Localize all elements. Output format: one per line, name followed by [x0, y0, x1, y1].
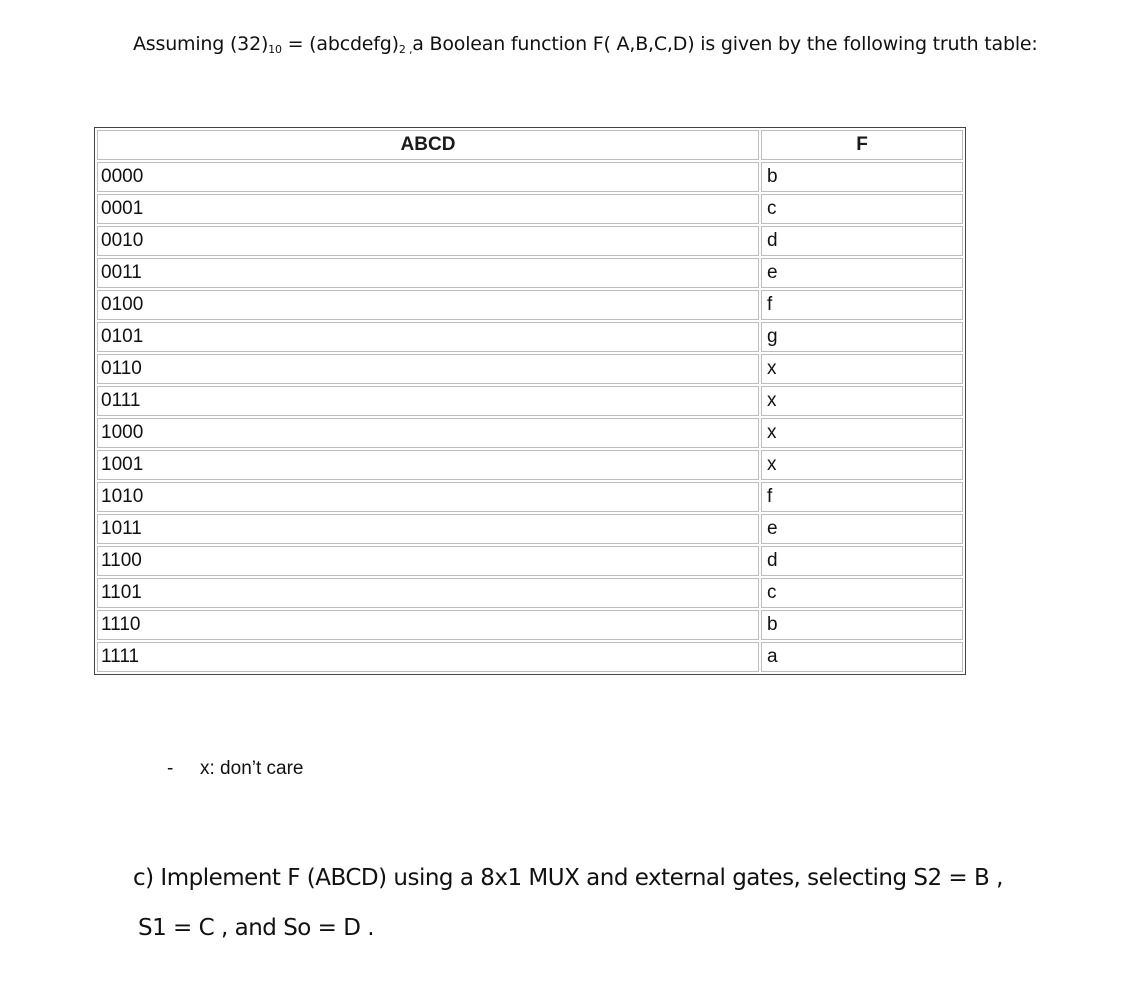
cell-abcd: 0111	[97, 386, 759, 416]
table-row	[97, 610, 963, 640]
cell-f: f	[761, 290, 963, 320]
cell-f: d	[761, 546, 963, 576]
intro-part3: a Boolean function F( A,B,C,D) is given by the following truth table:	[412, 33, 1038, 55]
part-c-question	[133, 853, 1003, 953]
cell-f: b	[761, 610, 963, 640]
table-row	[97, 482, 963, 512]
cell-f: x	[761, 418, 963, 448]
cell-f: e	[761, 258, 963, 288]
cell-abcd: 0010	[97, 226, 759, 256]
table-row	[97, 322, 963, 352]
intro-part2: = (abcdefg)	[281, 33, 399, 55]
cell-f: x	[761, 386, 963, 416]
table-row	[97, 354, 963, 384]
table-body	[97, 162, 963, 672]
cell-f: f	[761, 482, 963, 512]
part-c-line2: S1 = C , and So = D .	[138, 915, 375, 941]
problem-intro	[133, 33, 1038, 56]
cell-abcd: 0011	[97, 258, 759, 288]
cell-abcd: 0100	[97, 290, 759, 320]
cell-abcd: 0000	[97, 162, 759, 192]
cell-abcd: 1001	[97, 450, 759, 480]
cell-abcd: 0001	[97, 194, 759, 224]
table-row	[97, 514, 963, 544]
intro-sub2: 2 ,	[398, 43, 413, 56]
table-row	[97, 258, 963, 288]
table-row	[97, 226, 963, 256]
table-header-row	[97, 130, 963, 160]
table-row	[97, 546, 963, 576]
header-abcd: ABCD	[97, 130, 759, 160]
cell-f: c	[761, 194, 963, 224]
table-row	[97, 642, 963, 672]
cell-f: x	[761, 450, 963, 480]
cell-f: c	[761, 578, 963, 608]
header-f: F	[761, 130, 963, 160]
cell-f: d	[761, 226, 963, 256]
cell-abcd: 1110	[97, 610, 759, 640]
table-row	[97, 194, 963, 224]
cell-abcd: 1101	[97, 578, 759, 608]
cell-abcd: 1111	[97, 642, 759, 672]
table-row	[97, 162, 963, 192]
cell-abcd: 0110	[97, 354, 759, 384]
cell-abcd: 0101	[97, 322, 759, 352]
cell-f: e	[761, 514, 963, 544]
part-c-line1: c) Implement F (ABCD) using a 8x1 MUX and external gates, selecting S2 = B ,	[133, 865, 1003, 891]
table-row	[97, 578, 963, 608]
intro-part1: Assuming (32)	[133, 33, 269, 55]
note-text: x: don’t care	[200, 758, 304, 779]
dont-care-note	[167, 758, 304, 780]
table-row	[97, 386, 963, 416]
cell-f: a	[761, 642, 963, 672]
cell-abcd: 1000	[97, 418, 759, 448]
cell-abcd: 1010	[97, 482, 759, 512]
cell-f: x	[761, 354, 963, 384]
truth-table	[94, 127, 966, 675]
intro-sub1: 10	[268, 43, 282, 56]
cell-abcd: 1011	[97, 514, 759, 544]
table-row	[97, 418, 963, 448]
table-row	[97, 450, 963, 480]
cell-f: g	[761, 322, 963, 352]
table-row	[97, 290, 963, 320]
cell-abcd: 1100	[97, 546, 759, 576]
note-bullet: -	[167, 758, 174, 779]
cell-f: b	[761, 162, 963, 192]
